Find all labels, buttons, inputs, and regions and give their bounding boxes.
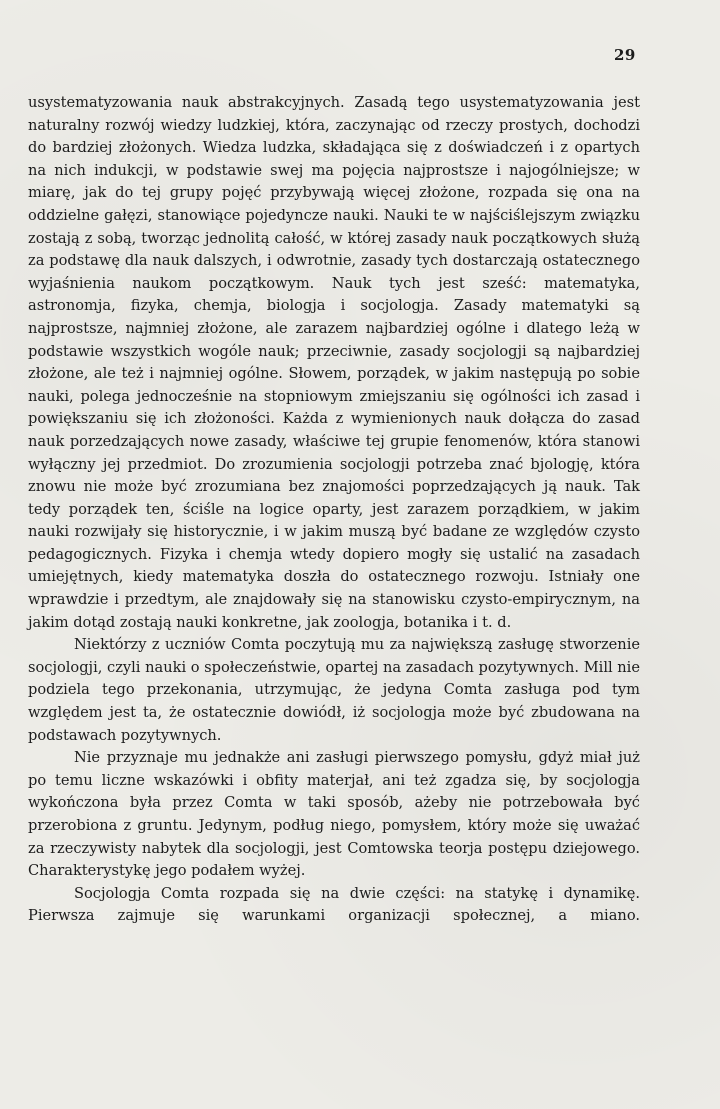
paragraph-3: Nie przyznaje mu jednakże ani zasługi pierwszego pomysłu, gdyż miał już po temu liczne wskazówki i obfity materjał, ani też zgadza się, by socjologja wykończona była przez Comta w taki sposób, ażeby nie potrzebowała być przerobiona z gruntu. Jedynym, podług niego, pomysłem, który może się uważać za rzeczywisty nabytek dla socjologji, jest Comtowska teorja postępu dziejowego. Charakterystykę jego podałem wyżej. [28, 749, 640, 880]
paragraph-1: usystematyzowania nauk abstrakcyjnych. Zasadą tego usystematyzowania jest naturalny rozwój wiedzy ludzkiej, która, zaczynając od rzeczy prostych, dochodzi do bardziej złożonych. Wiedza ludzka, składająca się z doświadczeń i z opartych na nich indukcji, w podstawie swej ma pojęcia najprostsze i najogólniejsze; w miarę, jak do tej grupy pojęć przybywają więcej złożone, rozpada się ona na oddzielne gałęzi, stanowiące pojedyncze nauki. Nauki te w najściślejszym związku zostają z sobą, tworząc jednolitą całość, w której zasady nauk początkowych służą za podstawę dla nauk dalszych, i odwrotnie, zasady tych dostarczają ostatecznego wyjaśnienia naukom początkowym. Nauk tych jest sześć: matematyka, astronomja, fizyka, chemja, biologja i socjologja. Zasady matematyki są najprostsze, najmniej złożone, ale zarazem najbardziej ogólne i dlatego leżą w podstawie wszystkich wogóle nauk; przeciwnie, zasady socjologji są najbardziej złożone, ale też i najmniej ogólne. Słowem, porządek, w jakim następują po sobie nauki, polega jednocześnie na stopniowym zmiejszaniu się ogólności ich zasad i powiększaniu się ich złożoności. Każda z wymienionych nauk dołącza do zasad nauk porzedzających nowe zasady, właściwe tej grupie fenomenów, która stanowi wyłączny jej przedmiot. Do zrozumienia socjologji potrzeba znać bjologję, która znowu nie może być zrozumiana bez znajomości poprzedzających ją nauk. Tak tedy porządek ten, ściśle na logice oparty, jest zarazem porządkiem, w jakim nauki rozwijały się historycznie, i w jakim muszą być badane ze względów czysto pedagogicznych. Fizyka i chemja wtedy dopiero mogły się ustalić na zasadach umiejętnych, kiedy matematyka doszła do ostatecznego rozwoju. Istniały one wprawdzie i przedtym, ale znajdowały się na stanowisku czysto-empirycznym, na jakim dotąd zostają nauki konkretne, jak zoologja, botanika i t. d. [28, 94, 640, 631]
body-text [28, 92, 640, 928]
paragraph-4: Socjologja Comta rozpada się na dwie części: na statykę i dynamikę. Pierwsza zajmuje się warunkami organizacji społecznej, a miano. [28, 884, 640, 925]
page-number: 29 [614, 46, 636, 64]
paragraph-2: Niektórzy z uczniów Comta poczytują mu za największą zasługę stworzenie socjologji, czyli nauki o społeczeństwie, opartej na zasadach pozytywnych. Mill nie podziela tego przekonania, utrzymując, że jedyna Comta zasługa pod tym względem jest ta, że ostatecznie dowiódł, iż socjologja może być zbudowana na podstawach pozytywnych. [28, 636, 640, 744]
